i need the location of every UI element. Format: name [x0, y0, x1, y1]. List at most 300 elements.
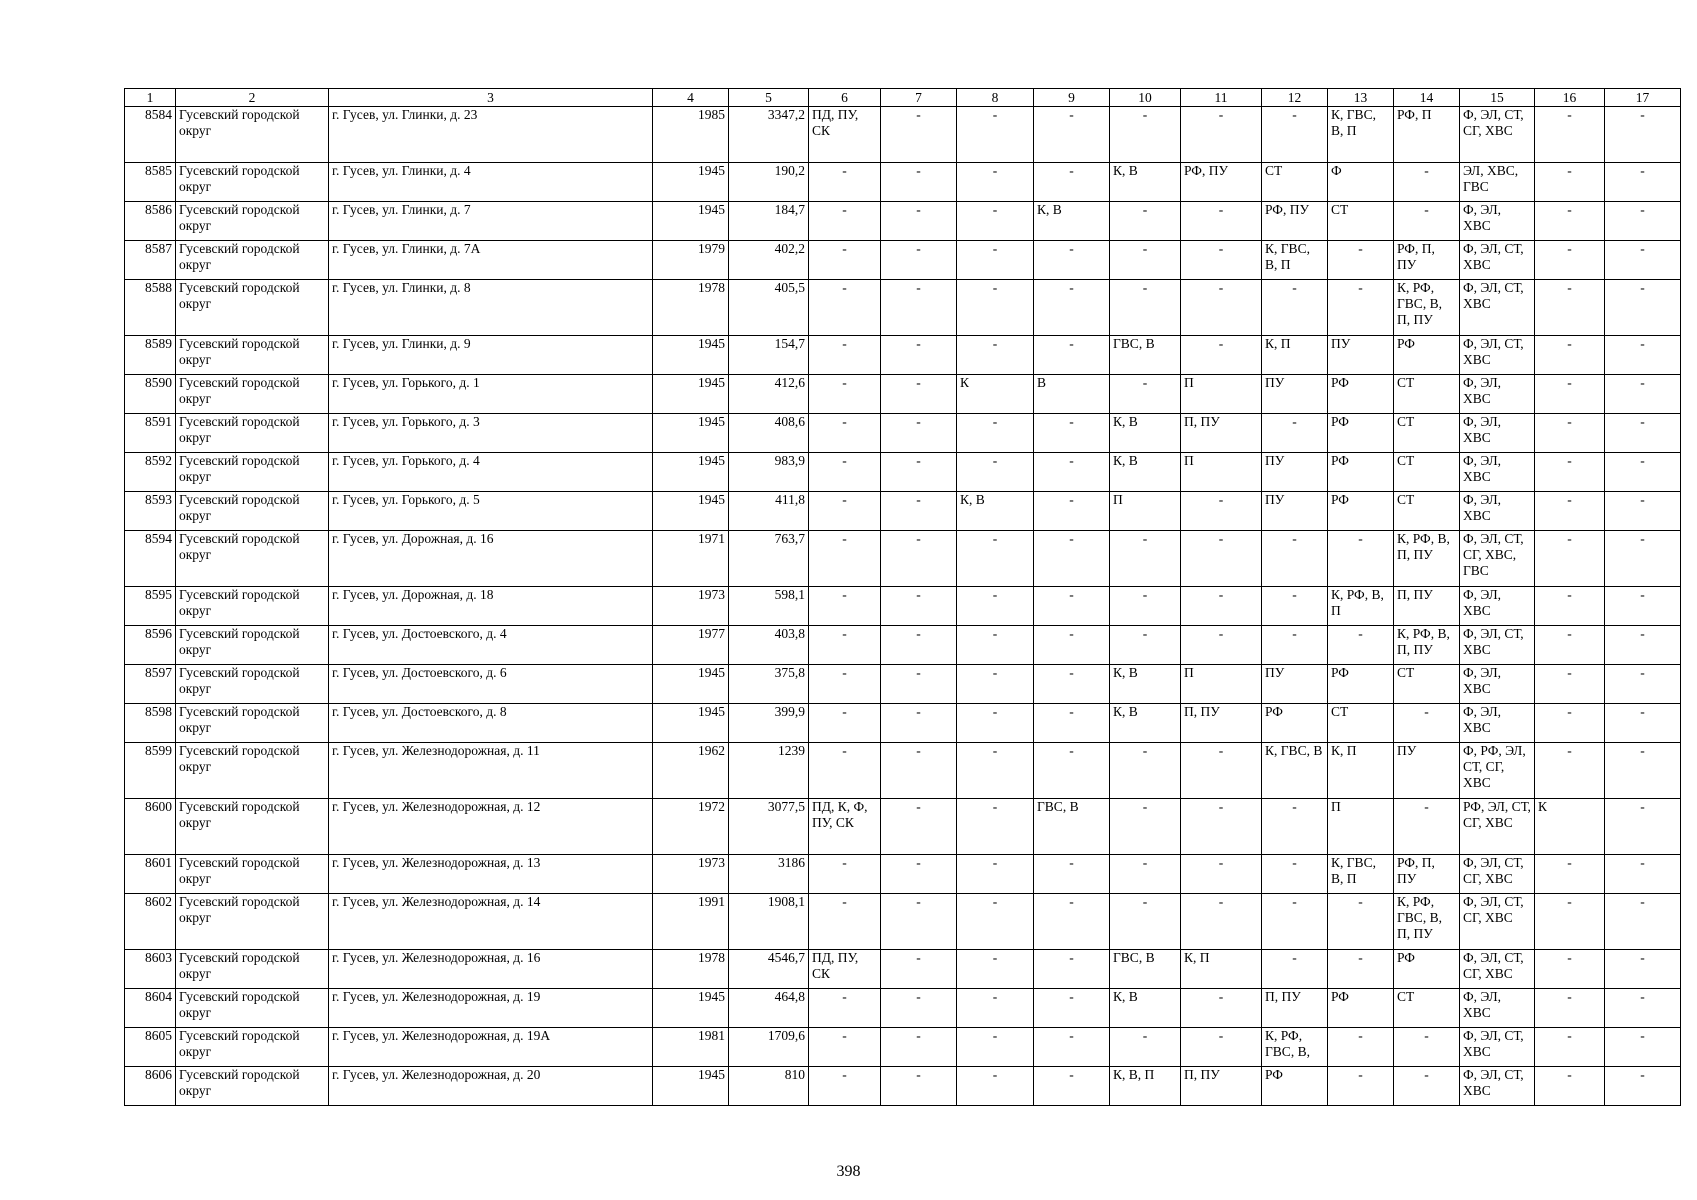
table-cell: 1945: [653, 336, 729, 375]
table-cell: -: [957, 163, 1034, 202]
table-cell: 1945: [653, 1067, 729, 1106]
table-cell: РФ, ЭЛ, СТ, СГ, ХВС: [1460, 799, 1535, 855]
table-cell: 8597: [125, 665, 176, 704]
table-cell: -: [1605, 855, 1681, 894]
table-cell: 8584: [125, 107, 176, 163]
table-cell: -: [881, 704, 957, 743]
table-cell: -: [957, 280, 1034, 336]
table-cell: -: [1535, 1028, 1605, 1067]
table-cell: -: [1394, 1028, 1460, 1067]
table-cell: -: [1034, 163, 1110, 202]
table-cell: -: [1034, 989, 1110, 1028]
table-cell: -: [957, 241, 1034, 280]
table-cell: -: [1394, 202, 1460, 241]
column-header: 2: [176, 89, 329, 107]
table-cell: -: [809, 336, 881, 375]
table-cell: 8591: [125, 414, 176, 453]
table-cell: -: [881, 375, 957, 414]
table-cell: К, РФ, В, П: [1328, 587, 1394, 626]
table-cell: -: [957, 1067, 1034, 1106]
table-cell: -: [1181, 626, 1262, 665]
table-cell: ПД, К, Ф, ПУ, СК: [809, 799, 881, 855]
table-cell: -: [1605, 241, 1681, 280]
table-cell: -: [1262, 799, 1328, 855]
table-cell: ПУ: [1262, 665, 1328, 704]
table-cell: СТ: [1262, 163, 1328, 202]
table-cell: -: [1605, 799, 1681, 855]
table-row: [125, 107, 1681, 163]
table-cell: -: [1034, 107, 1110, 163]
table-cell: -: [1394, 1067, 1460, 1106]
table-cell: -: [1605, 280, 1681, 336]
table-cell: -: [1110, 587, 1181, 626]
table-cell: г. Гусев, ул. Дорожная, д. 16: [329, 531, 653, 587]
table-cell: 1962: [653, 743, 729, 799]
table-cell: -: [809, 855, 881, 894]
table-cell: Гусевский городской округ: [176, 894, 329, 950]
table-cell: г. Гусев, ул. Глинки, д. 7: [329, 202, 653, 241]
table-cell: Ф, ЭЛ, СТ, ХВС: [1460, 1028, 1535, 1067]
table-cell: -: [1262, 855, 1328, 894]
table-cell: Ф, ЭЛ, СТ, СГ, ХВС: [1460, 894, 1535, 950]
table-cell: -: [1535, 665, 1605, 704]
table-cell: -: [1110, 375, 1181, 414]
table-cell: РФ: [1328, 414, 1394, 453]
table-cell: К, В: [1110, 414, 1181, 453]
table-cell: -: [881, 894, 957, 950]
table-cell: -: [1110, 280, 1181, 336]
table-cell: -: [1110, 531, 1181, 587]
table-cell: 184,7: [729, 202, 809, 241]
table-cell: -: [1394, 163, 1460, 202]
table-cell: -: [1605, 743, 1681, 799]
table-cell: г. Гусев, ул. Железнодорожная, д. 11: [329, 743, 653, 799]
table-cell: В: [1034, 375, 1110, 414]
table-cell: 8596: [125, 626, 176, 665]
table-cell: 1978: [653, 280, 729, 336]
table-cell: К, ГВС, В, П: [1262, 241, 1328, 280]
table-cell: -: [957, 743, 1034, 799]
table-cell: Ф, ЭЛ, СТ, ХВС: [1460, 626, 1535, 665]
table-cell: -: [1605, 950, 1681, 989]
table-cell: 8601: [125, 855, 176, 894]
table-cell: -: [1605, 531, 1681, 587]
table-cell: -: [809, 414, 881, 453]
table-cell: -: [881, 587, 957, 626]
table-cell: 983,9: [729, 453, 809, 492]
table-cell: 8588: [125, 280, 176, 336]
table-cell: -: [1328, 894, 1394, 950]
table-cell: -: [1394, 704, 1460, 743]
table-cell: ЭЛ, ХВС, ГВС: [1460, 163, 1535, 202]
table-cell: Ф, ЭЛ, СТ, ХВС: [1460, 336, 1535, 375]
table-cell: -: [881, 163, 957, 202]
table-cell: 1981: [653, 1028, 729, 1067]
table-cell: -: [1034, 453, 1110, 492]
table-cell: РФ, П: [1394, 107, 1460, 163]
table-cell: 399,9: [729, 704, 809, 743]
table-cell: -: [1328, 1067, 1394, 1106]
table-cell: РФ: [1262, 1067, 1328, 1106]
table-cell: -: [1535, 855, 1605, 894]
table-cell: -: [1181, 241, 1262, 280]
table-cell: -: [1110, 855, 1181, 894]
column-header: 9: [1034, 89, 1110, 107]
table-cell: -: [881, 1028, 957, 1067]
table-cell: РФ: [1394, 950, 1460, 989]
table-cell: -: [1535, 894, 1605, 950]
table-cell: -: [1181, 280, 1262, 336]
table-cell: -: [1110, 202, 1181, 241]
table-cell: Ф, ЭЛ, ХВС: [1460, 202, 1535, 241]
table-cell: П: [1181, 375, 1262, 414]
column-header: 11: [1181, 89, 1262, 107]
table-cell: К, В, П: [1110, 1067, 1181, 1106]
table-row: [125, 894, 1681, 950]
table-cell: ПУ: [1262, 453, 1328, 492]
table-cell: -: [1535, 743, 1605, 799]
table-cell: -: [1181, 1028, 1262, 1067]
table-cell: П: [1181, 453, 1262, 492]
table-cell: ПУ: [1394, 743, 1460, 799]
table-cell: РФ, П, ПУ: [1394, 855, 1460, 894]
table-cell: -: [1262, 414, 1328, 453]
table-cell: П: [1110, 492, 1181, 531]
table-cell: -: [809, 163, 881, 202]
table-cell: г. Гусев, ул. Глинки, д. 9: [329, 336, 653, 375]
table-body: [125, 107, 1681, 1106]
table-cell: -: [809, 1028, 881, 1067]
table-cell: -: [957, 1028, 1034, 1067]
table-cell: -: [1262, 107, 1328, 163]
table-cell: г. Гусев, ул. Достоевского, д. 4: [329, 626, 653, 665]
table-cell: -: [1535, 241, 1605, 280]
table-cell: -: [957, 453, 1034, 492]
table-cell: -: [1535, 626, 1605, 665]
table-cell: К, РФ, В, П, ПУ: [1394, 531, 1460, 587]
table-cell: Ф: [1328, 163, 1394, 202]
table-cell: Ф, ЭЛ, ХВС: [1460, 492, 1535, 531]
table-row: [125, 950, 1681, 989]
table-cell: К, В: [1110, 453, 1181, 492]
table-cell: 8587: [125, 241, 176, 280]
table-cell: К, РФ, ГВС, В,: [1262, 1028, 1328, 1067]
table-cell: 810: [729, 1067, 809, 1106]
table-cell: -: [1605, 989, 1681, 1028]
table-cell: 8586: [125, 202, 176, 241]
column-number-header-row: [125, 89, 1681, 107]
table-cell: -: [1328, 241, 1394, 280]
table-cell: П, ПУ: [1394, 587, 1460, 626]
table-row: [125, 1067, 1681, 1106]
table-cell: 1978: [653, 950, 729, 989]
table-cell: РФ: [1328, 665, 1394, 704]
table-cell: -: [1328, 950, 1394, 989]
table-cell: -: [809, 743, 881, 799]
table-cell: РФ, ПУ: [1181, 163, 1262, 202]
table-cell: 1908,1: [729, 894, 809, 950]
table-cell: ГВС, В: [1110, 336, 1181, 375]
column-header: 15: [1460, 89, 1535, 107]
table-cell: -: [1535, 989, 1605, 1028]
table-cell: -: [881, 453, 957, 492]
table-cell: -: [1605, 107, 1681, 163]
table-cell: -: [881, 492, 957, 531]
page-number: 398: [836, 1163, 861, 1180]
table-cell: -: [809, 989, 881, 1028]
table-cell: Гусевский городской округ: [176, 799, 329, 855]
table-cell: -: [957, 799, 1034, 855]
table-cell: -: [1605, 626, 1681, 665]
table-cell: 1973: [653, 587, 729, 626]
table-cell: -: [881, 799, 957, 855]
table-cell: -: [881, 665, 957, 704]
table-cell: -: [957, 665, 1034, 704]
table-cell: К, П: [1328, 743, 1394, 799]
table-cell: -: [1394, 799, 1460, 855]
table-cell: -: [957, 894, 1034, 950]
table-cell: Гусевский городской округ: [176, 1067, 329, 1106]
table-cell: 1945: [653, 989, 729, 1028]
table-cell: -: [881, 414, 957, 453]
table-cell: -: [1034, 855, 1110, 894]
table-row: [125, 280, 1681, 336]
table-cell: -: [1034, 241, 1110, 280]
table-cell: г. Гусев, ул. Железнодорожная, д. 19А: [329, 1028, 653, 1067]
table-cell: -: [1110, 894, 1181, 950]
table-cell: -: [881, 950, 957, 989]
table-cell: Гусевский городской округ: [176, 950, 329, 989]
table-cell: К, В: [1110, 163, 1181, 202]
table-cell: -: [1034, 1028, 1110, 1067]
table-cell: 8595: [125, 587, 176, 626]
table-cell: -: [1110, 626, 1181, 665]
table-cell: -: [881, 107, 957, 163]
table-cell: 3186: [729, 855, 809, 894]
table-cell: Гусевский городской округ: [176, 107, 329, 163]
table-cell: СТ: [1394, 453, 1460, 492]
table-row: [125, 414, 1681, 453]
table-cell: -: [881, 241, 957, 280]
table-cell: Ф, ЭЛ, СТ, СГ, ХВС: [1460, 855, 1535, 894]
column-header: 6: [809, 89, 881, 107]
table-cell: -: [881, 855, 957, 894]
table-cell: РФ: [1394, 336, 1460, 375]
table-cell: г. Гусев, ул. Глинки, д. 7А: [329, 241, 653, 280]
table-cell: 8592: [125, 453, 176, 492]
table-cell: СТ: [1394, 375, 1460, 414]
table-cell: 8600: [125, 799, 176, 855]
table-row: [125, 163, 1681, 202]
table-cell: К, РФ, В, П, ПУ: [1394, 626, 1460, 665]
table-cell: -: [1262, 950, 1328, 989]
table-cell: К, В: [1110, 665, 1181, 704]
table-cell: П: [1328, 799, 1394, 855]
table-cell: г. Гусев, ул. Горького, д. 5: [329, 492, 653, 531]
table-cell: Ф, ЭЛ, СТ, СГ, ХВС: [1460, 950, 1535, 989]
table-cell: 1971: [653, 531, 729, 587]
table-cell: -: [1535, 950, 1605, 989]
table-cell: 1945: [653, 665, 729, 704]
table-cell: 1945: [653, 453, 729, 492]
table-cell: Ф, ЭЛ, СТ, ХВС: [1460, 1067, 1535, 1106]
table-cell: 8599: [125, 743, 176, 799]
table-cell: 1945: [653, 704, 729, 743]
table-cell: 8589: [125, 336, 176, 375]
table-cell: г. Гусев, ул. Достоевского, д. 6: [329, 665, 653, 704]
column-header: 1: [125, 89, 176, 107]
table-cell: -: [881, 531, 957, 587]
table-cell: К, В: [1034, 202, 1110, 241]
table-cell: К, РФ, ГВС, В, П, ПУ: [1394, 894, 1460, 950]
table-cell: -: [1034, 531, 1110, 587]
table-cell: 408,6: [729, 414, 809, 453]
table-cell: -: [809, 280, 881, 336]
table-cell: -: [957, 704, 1034, 743]
table-row: [125, 1028, 1681, 1067]
table-cell: К, ГВС, В, П: [1328, 107, 1394, 163]
table-cell: г. Гусев, ул. Горького, д. 4: [329, 453, 653, 492]
table-cell: -: [957, 989, 1034, 1028]
table-cell: -: [1034, 587, 1110, 626]
table-row: [125, 453, 1681, 492]
table-cell: -: [1262, 280, 1328, 336]
table-cell: Ф, ЭЛ, СТ, СГ, ХВС: [1460, 107, 1535, 163]
table-cell: -: [1535, 202, 1605, 241]
column-header: 16: [1535, 89, 1605, 107]
table-cell: К, РФ, ГВС, В, П, ПУ: [1394, 280, 1460, 336]
table-cell: -: [1605, 202, 1681, 241]
table-cell: 4546,7: [729, 950, 809, 989]
table-cell: П, ПУ: [1181, 414, 1262, 453]
table-cell: 763,7: [729, 531, 809, 587]
column-header: 8: [957, 89, 1034, 107]
table-cell: -: [1262, 531, 1328, 587]
table-cell: г. Гусев, ул. Железнодорожная, д. 16: [329, 950, 653, 989]
table-cell: -: [957, 587, 1034, 626]
table-cell: -: [1262, 626, 1328, 665]
table-cell: -: [957, 414, 1034, 453]
table-cell: 1977: [653, 626, 729, 665]
table-cell: П, ПУ: [1181, 1067, 1262, 1106]
table-cell: 403,8: [729, 626, 809, 665]
table-cell: -: [809, 492, 881, 531]
table-cell: -: [809, 1067, 881, 1106]
table-row: [125, 799, 1681, 855]
table-cell: -: [1605, 1067, 1681, 1106]
table-cell: К, В: [957, 492, 1034, 531]
table-row: [125, 375, 1681, 414]
table-cell: г. Гусев, ул. Глинки, д. 8: [329, 280, 653, 336]
table-cell: 412,6: [729, 375, 809, 414]
table-cell: 154,7: [729, 336, 809, 375]
table-cell: 1945: [653, 202, 729, 241]
table-cell: К, В: [1110, 989, 1181, 1028]
table-cell: -: [881, 743, 957, 799]
table-cell: -: [1034, 492, 1110, 531]
table-cell: г. Гусев, ул. Глинки, д. 23: [329, 107, 653, 163]
table-cell: -: [1535, 1067, 1605, 1106]
table-cell: -: [809, 241, 881, 280]
table-cell: -: [1605, 492, 1681, 531]
table-cell: РФ, ПУ: [1262, 202, 1328, 241]
table-cell: К, ГВС, В, П: [1328, 855, 1394, 894]
table-row: [125, 202, 1681, 241]
table-cell: -: [1034, 336, 1110, 375]
table-cell: -: [1034, 414, 1110, 453]
column-header: 14: [1394, 89, 1460, 107]
table-cell: Ф, ЭЛ, ХВС: [1460, 587, 1535, 626]
table-cell: 8602: [125, 894, 176, 950]
table-cell: -: [1034, 704, 1110, 743]
table-cell: -: [1535, 163, 1605, 202]
table-cell: г. Гусев, ул. Железнодорожная, д. 13: [329, 855, 653, 894]
table-cell: -: [1535, 336, 1605, 375]
table-cell: Ф, ЭЛ, СТ, СГ, ХВС, ГВС: [1460, 531, 1535, 587]
table-cell: Гусевский городской округ: [176, 855, 329, 894]
table-cell: -: [1605, 375, 1681, 414]
register-table: [124, 88, 1681, 1106]
table-cell: -: [809, 531, 881, 587]
table-cell: -: [1328, 280, 1394, 336]
table-cell: 8606: [125, 1067, 176, 1106]
table-cell: 8593: [125, 492, 176, 531]
table-cell: ПД, ПУ, СК: [809, 950, 881, 989]
table-cell: -: [1535, 587, 1605, 626]
table-cell: Гусевский городской округ: [176, 202, 329, 241]
table-cell: 3077,5: [729, 799, 809, 855]
table-cell: 8590: [125, 375, 176, 414]
column-header: 13: [1328, 89, 1394, 107]
table-cell: Гусевский городской округ: [176, 704, 329, 743]
table-cell: -: [1110, 743, 1181, 799]
table-cell: -: [1328, 626, 1394, 665]
table-cell: П: [1181, 665, 1262, 704]
table-cell: 3347,2: [729, 107, 809, 163]
table-cell: 1945: [653, 163, 729, 202]
table-row: [125, 665, 1681, 704]
table-cell: К: [957, 375, 1034, 414]
table-cell: 8585: [125, 163, 176, 202]
table-cell: Гусевский городской округ: [176, 241, 329, 280]
table-cell: -: [1605, 894, 1681, 950]
table-cell: -: [957, 950, 1034, 989]
table-cell: г. Гусев, ул. Глинки, д. 4: [329, 163, 653, 202]
table-cell: 598,1: [729, 587, 809, 626]
table-cell: К, ГВС, В: [1262, 743, 1328, 799]
table-cell: ПУ: [1328, 336, 1394, 375]
table-cell: 1973: [653, 855, 729, 894]
table-cell: 375,8: [729, 665, 809, 704]
table-cell: Гусевский городской округ: [176, 492, 329, 531]
column-header: 17: [1605, 89, 1681, 107]
table-cell: -: [1605, 336, 1681, 375]
table-cell: -: [881, 202, 957, 241]
table-cell: -: [809, 704, 881, 743]
table-cell: -: [957, 626, 1034, 665]
table-cell: 8594: [125, 531, 176, 587]
table-cell: -: [1535, 704, 1605, 743]
table-cell: Ф, РФ, ЭЛ, СТ, СГ, ХВС: [1460, 743, 1535, 799]
table-cell: -: [1262, 894, 1328, 950]
table-cell: Ф, ЭЛ, ХВС: [1460, 665, 1535, 704]
table-cell: ПД, ПУ, СК: [809, 107, 881, 163]
table-cell: -: [1181, 894, 1262, 950]
table-cell: -: [957, 531, 1034, 587]
table-cell: РФ: [1328, 375, 1394, 414]
table-cell: -: [1181, 587, 1262, 626]
table-row: [125, 626, 1681, 665]
